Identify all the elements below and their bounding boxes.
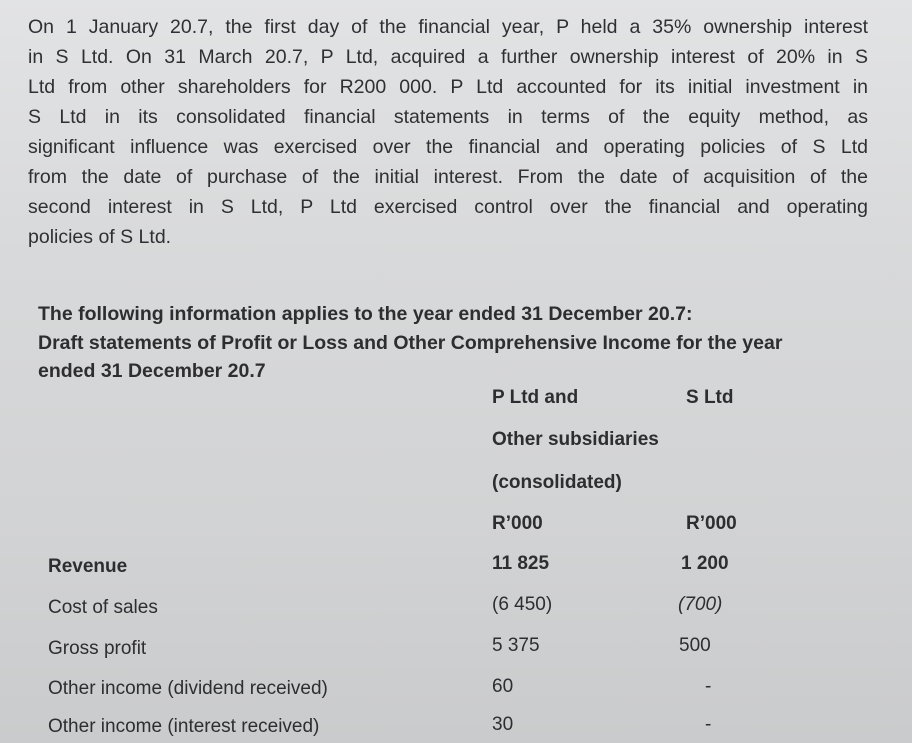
- intro-line: Ltd from other shareholders for R200 000. P Ltd accounted for its initial investment in: [28, 76, 868, 98]
- row-label-gross-profit: Gross profit: [48, 638, 147, 659]
- intro-line: from the date of purchase of the initial interest. From the date of acquisition of the: [28, 166, 868, 188]
- cost-of-sales-p-value: (6 450): [492, 594, 553, 615]
- s-ltd-unit: R’000: [686, 513, 737, 534]
- intro-paragraph: [28, 12, 868, 252]
- heading-line: Draft statements of Profit or Loss and Other Comprehensive Income for the year: [38, 331, 783, 354]
- s-ltd-column-header: S Ltd: [686, 387, 734, 408]
- intro-line: in S Ltd. On 31 March 20.7, P Ltd, acquired a further ownership interest of 20% in S: [28, 46, 868, 68]
- revenue-p-value: 11 825: [492, 553, 550, 574]
- p-ltd-unit: R’000: [492, 513, 543, 534]
- interest-income-s-value: -: [705, 714, 712, 735]
- statement-heading: [38, 300, 868, 386]
- intro-line: policies of S Ltd.: [28, 226, 172, 248]
- p-ltd-column-subheader: Other subsidiaries: [492, 429, 659, 450]
- heading-line: The following information applies to the year ended 31 December 20.7:: [38, 303, 693, 325]
- row-label-dividend-income: Other income (dividend received): [48, 678, 328, 699]
- row-label-cost-of-sales: Cost of sales: [48, 597, 158, 618]
- gross-profit-s-value: 500: [679, 635, 711, 656]
- row-label-revenue: Revenue: [48, 556, 128, 577]
- p-ltd-column-note: (consolidated): [492, 472, 622, 493]
- intro-line: S Ltd in its consolidated financial statements in terms of the equity method, as: [28, 106, 868, 128]
- gross-profit-p-value: 5 375: [492, 635, 540, 656]
- intro-line: second interest in S Ltd, P Ltd exercised control over the financial and operating: [28, 196, 868, 218]
- dividend-income-s-value: -: [705, 676, 712, 697]
- intro-line: significant influence was exercised over the financial and operating policies of S Ltd: [28, 136, 868, 158]
- revenue-s-value: 1 200: [681, 553, 729, 574]
- heading-line: ended 31 December 20.7: [38, 360, 266, 382]
- row-label-interest-income: Other income (interest received): [48, 716, 320, 737]
- dividend-income-p-value: 60: [492, 676, 514, 697]
- p-ltd-column-header: P Ltd and: [492, 387, 579, 408]
- cost-of-sales-s-value: (700): [678, 594, 723, 615]
- interest-income-p-value: 30: [492, 714, 514, 735]
- intro-line: On 1 January 20.7, the first day of the financial year, P held a 35% ownership interest: [28, 16, 868, 38]
